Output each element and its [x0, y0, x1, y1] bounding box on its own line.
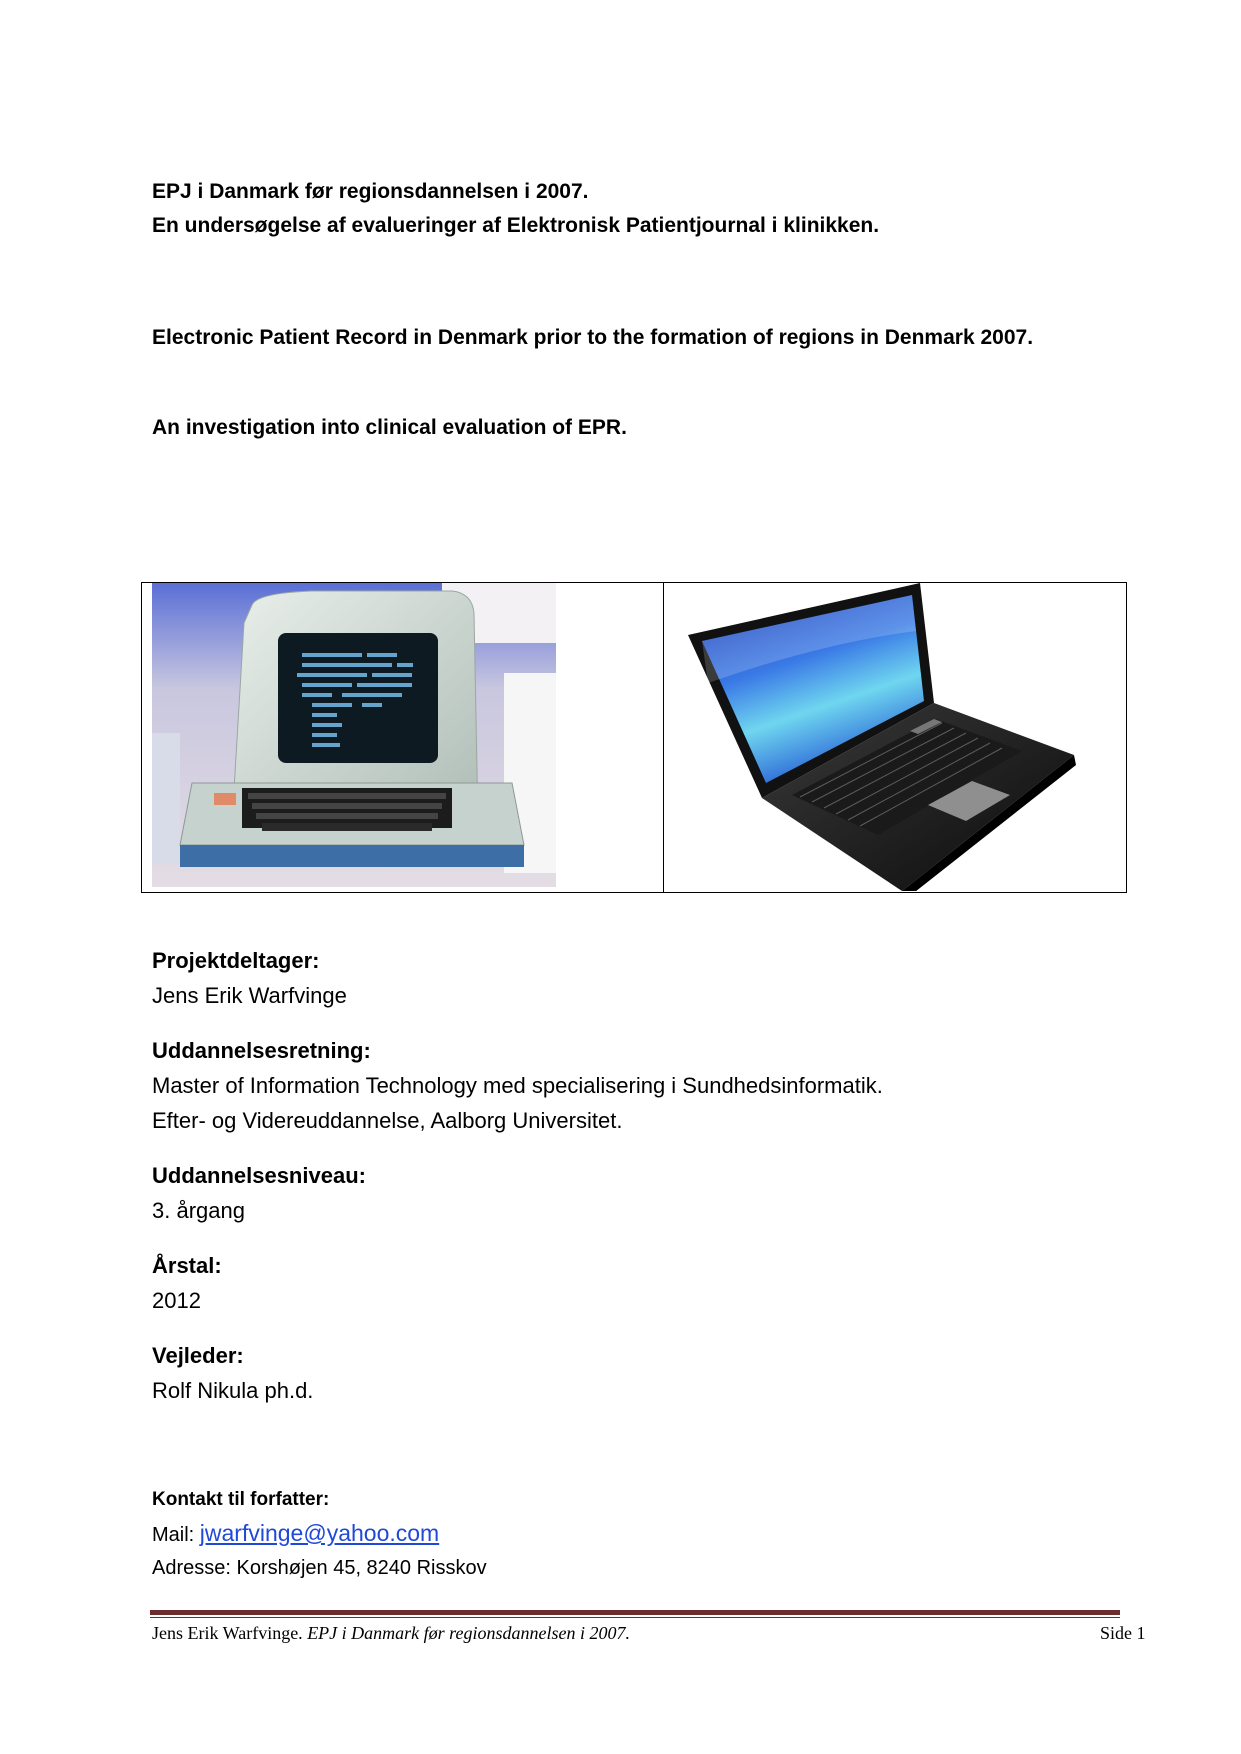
footer-left — [152, 1623, 630, 1644]
level-label: Uddannelsesniveau: — [152, 1163, 366, 1188]
title-danish-line2: En undersøgelse af evalueringer af Elektronisk Patientjournal i klinikken. — [152, 214, 880, 237]
email-link[interactable]: jwarfvinge@yahoo.com — [199, 1520, 440, 1546]
participant-value: Jens Erik Warfvinge — [152, 983, 347, 1008]
supervisor-label: Vejleder: — [152, 1343, 244, 1368]
image-table — [141, 582, 1127, 893]
laptop-image — [672, 583, 1092, 891]
education-line1: Master of Information Technology med specialisering i Sundhedsinformatik. — [152, 1073, 883, 1098]
title-danish-line1: EPJ i Danmark før regionsdannelsen i 2007. — [152, 180, 589, 203]
footer-author: Jens Erik Warfvinge. — [152, 1623, 308, 1643]
footer-rule-thin — [150, 1617, 1120, 1618]
footer-doc-title: EPJ i Danmark før regionsdannelsen i 2007. — [307, 1623, 630, 1643]
year-label: Årstal: — [152, 1253, 222, 1278]
year-value: 2012 — [152, 1288, 201, 1313]
education-label: Uddannelsesretning: — [152, 1038, 371, 1063]
mail-prefix: Mail: — [152, 1524, 200, 1546]
title-english: Electronic Patient Record in Denmark prior to the formation of regions in Denmark 2007. — [152, 326, 1034, 349]
contact-address: Adresse: Korshøjen 45, 8240 Risskov — [152, 1557, 487, 1579]
level-value: 3. årgang — [152, 1198, 245, 1223]
vintage-terminal-image — [152, 583, 556, 887]
footer-rule-thick — [150, 1610, 1120, 1615]
education-line2: Efter- og Videreuddannelse, Aalborg Universitet. — [152, 1108, 623, 1133]
subtitle-english: An investigation into clinical evaluation of EPR. — [152, 416, 627, 439]
contact-label: Kontakt til forfatter: — [152, 1489, 330, 1510]
supervisor-value: Rolf Nikula ph.d. — [152, 1378, 314, 1403]
participant-label: Projektdeltager: — [152, 948, 320, 973]
image-table-divider — [663, 583, 664, 892]
footer-page-number: Side 1 — [1100, 1623, 1146, 1643]
contact-mail-line — [152, 1517, 439, 1552]
